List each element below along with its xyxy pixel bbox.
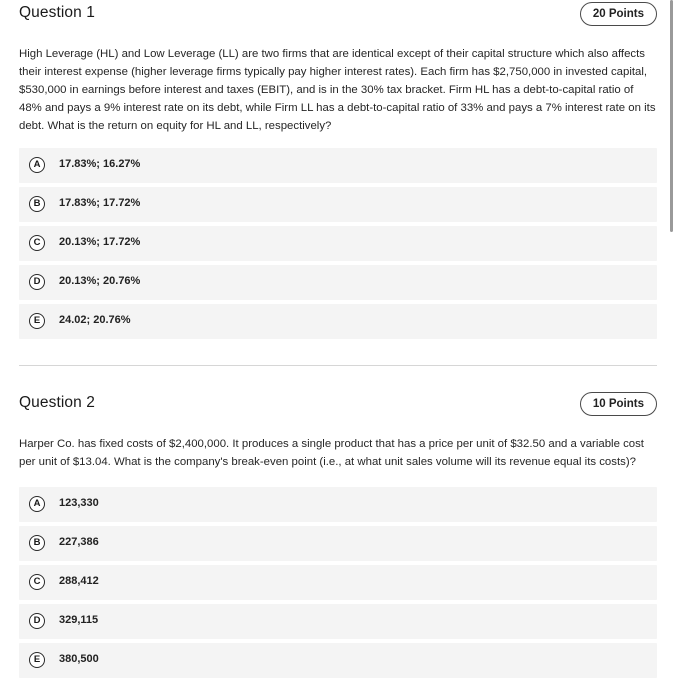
question-1-header xyxy=(19,2,657,28)
question-2-option-c[interactable] xyxy=(19,565,657,600)
question-1-text: High Leverage (HL) and Low Leverage (LL) are two firms that are identical except of their capital structure which also affects their interest expense (higher leverage firms typically pay higher interest rates). Each firm has $2,750,000 in invested capital, $530,000 in earnings before interest and taxes (EBIT), and is in the 30% tax bracket. Firm HL has a debt-to-capital ratio of 48% and pays a 9% interest rate on its debt, while Firm LL has a debt-to-capital ratio of 33% and pays a 7% interest rate on its debt. What is the return on equity for HL and LL, respectively? xyxy=(19,48,656,132)
question-2-points-badge: 10 Points xyxy=(580,392,657,416)
question-1-options xyxy=(19,148,657,339)
question-2-header xyxy=(19,392,657,418)
question-1-points-badge: 20 Points xyxy=(580,2,657,26)
question-1-title: Question 1 xyxy=(19,4,95,21)
question-divider xyxy=(19,365,657,366)
question-2-option-d[interactable] xyxy=(19,604,657,639)
question-2 xyxy=(19,392,657,682)
option-text: 380,500 xyxy=(59,653,99,665)
question-1-option-b[interactable] xyxy=(19,187,657,222)
option-letter-e: E xyxy=(29,652,45,668)
question-1-option-e[interactable] xyxy=(19,304,657,339)
option-text: 20.13%; 20.76% xyxy=(59,275,141,287)
question-2-option-a[interactable] xyxy=(19,487,657,522)
option-letter-b: B xyxy=(29,196,45,212)
option-letter-e: E xyxy=(29,313,45,329)
option-text: 288,412 xyxy=(59,575,99,587)
option-text: 17.83%; 17.72% xyxy=(59,197,141,209)
question-1 xyxy=(19,2,657,343)
option-letter-c: C xyxy=(29,235,45,251)
option-text: 20.13%; 17.72% xyxy=(59,236,141,248)
question-2-options xyxy=(19,487,657,678)
option-letter-d: D xyxy=(29,274,45,290)
option-text: 17.83%; 16.27% xyxy=(59,158,141,170)
question-2-option-b[interactable] xyxy=(19,526,657,561)
option-text: 123,330 xyxy=(59,497,99,509)
option-letter-b: B xyxy=(29,535,45,551)
option-letter-a: A xyxy=(29,496,45,512)
option-text: 329,115 xyxy=(59,614,99,626)
question-1-option-d[interactable] xyxy=(19,265,657,300)
option-text: 24.02; 20.76% xyxy=(59,314,131,326)
question-2-option-e[interactable] xyxy=(19,643,657,678)
scrollbar[interactable] xyxy=(670,0,673,232)
question-2-title: Question 2 xyxy=(19,394,95,411)
option-letter-d: D xyxy=(29,613,45,629)
question-1-option-c[interactable] xyxy=(19,226,657,261)
option-letter-c: C xyxy=(29,574,45,590)
question-1-option-a[interactable] xyxy=(19,148,657,183)
option-letter-a: A xyxy=(29,157,45,173)
option-text: 227,386 xyxy=(59,536,99,548)
question-2-text: Harper Co. has fixed costs of $2,400,000. It produces a single product that has a price per unit of $32.50 and a variable cost per unit of $13.04. What is the company's break-even point (i.e., at what unit sales volume will its revenue equal its costs)? xyxy=(19,438,644,468)
